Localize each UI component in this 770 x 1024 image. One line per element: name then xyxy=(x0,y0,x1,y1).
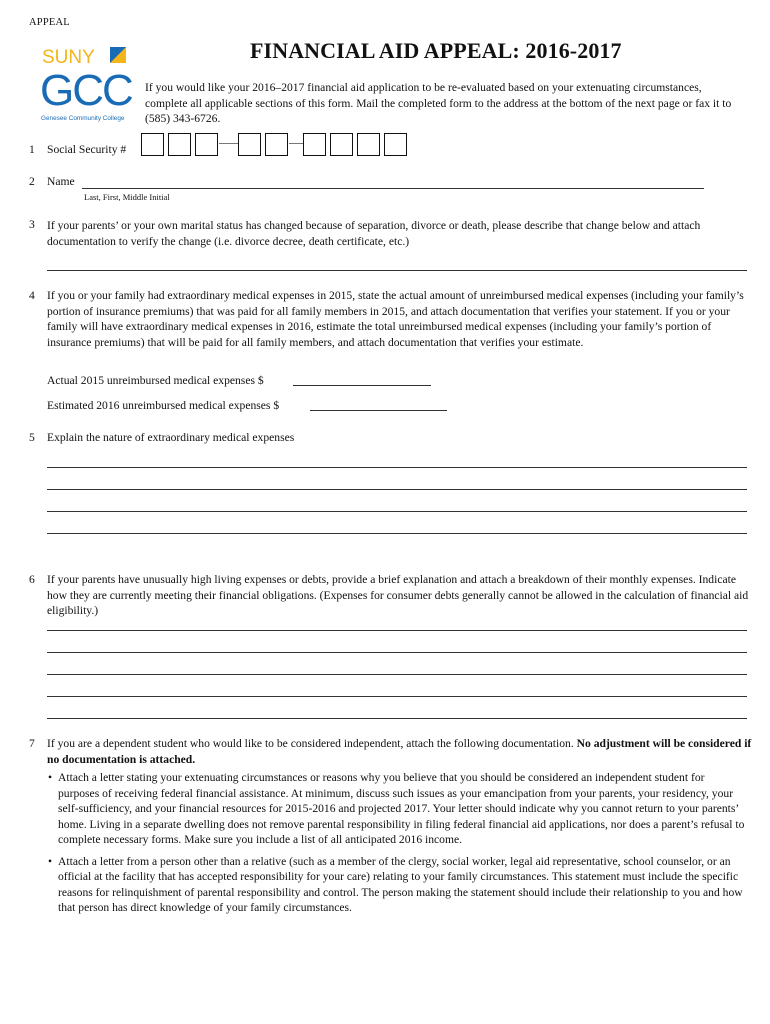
q5-answer-line[interactable] xyxy=(47,467,747,468)
ssn-digit-box[interactable] xyxy=(265,133,288,156)
bullet-marker: • xyxy=(48,771,53,784)
logo-gcc-text: GCC xyxy=(40,66,132,115)
q5-answer-line[interactable] xyxy=(47,511,747,512)
q6-answer-line[interactable] xyxy=(47,696,747,697)
bullet-marker: • xyxy=(48,854,53,868)
logo-suny-text: SUNY xyxy=(42,47,95,68)
q5-number: 5 xyxy=(29,431,35,444)
form-title: FINANCIAL AID APPEAL: 2016-2017 xyxy=(250,38,622,63)
logo-graphic xyxy=(40,45,132,125)
ssn-digit-box[interactable] xyxy=(168,133,191,156)
q6-answer-line[interactable] xyxy=(47,652,747,653)
name-label: Name xyxy=(47,175,75,188)
ssn-digit-box[interactable] xyxy=(238,133,261,156)
q7-bullet-list xyxy=(48,770,748,922)
name-input-line[interactable] xyxy=(82,188,704,189)
ssn-digit-box[interactable] xyxy=(195,133,218,156)
ssn-digit-box[interactable] xyxy=(330,133,353,156)
q7-bullet-text: Attach a letter from a person other than a relative (such as a member of the clergy, social worker, legal aid representative, school counselor, or an official at the facility that has accepted responsibility for your care) relating to your family circumstances. This statement must include the specific reasons for relinquishment of parental responsibility and control. The person making the statement should include their relationship to you and how that person has direct knowledge of your family circumstances. xyxy=(58,854,743,914)
q7-bullet-item xyxy=(48,854,748,916)
q5-answer-line[interactable] xyxy=(47,533,747,534)
q7-bold-warning: No adjustment will be considered if no documentation is attached. xyxy=(47,737,752,766)
q6-answer-line[interactable] xyxy=(47,630,747,631)
ssn-separator xyxy=(219,143,239,144)
q2-number: 2 xyxy=(29,175,35,188)
ssn-digit-box[interactable] xyxy=(141,133,164,156)
q7-number: 7 xyxy=(29,737,35,750)
estimated-expenses-input[interactable] xyxy=(310,410,447,411)
ssn-digit-box[interactable] xyxy=(357,133,380,156)
q6-answer-line[interactable] xyxy=(47,674,747,675)
logo-subtitle-text: Genesee Community College xyxy=(41,115,125,122)
q7-text-block xyxy=(47,736,752,767)
ssn-label: Social Security # xyxy=(47,143,127,156)
q4-number: 4 xyxy=(29,289,35,302)
actual-expenses-label: Actual 2015 unreimbursed medical expenses $ xyxy=(47,374,264,387)
actual-expenses-input[interactable] xyxy=(293,385,431,386)
ssn-digit-box[interactable] xyxy=(384,133,407,156)
name-sublabel: Last, First, Middle Initial xyxy=(84,192,170,202)
estimated-expenses-label: Estimated 2016 unreimbursed medical expenses $ xyxy=(47,399,280,412)
q1-number: 1 xyxy=(29,143,35,156)
college-logo xyxy=(40,45,132,125)
ssn-digit-box[interactable] xyxy=(303,133,326,156)
q3-text: If your parents’ or your own marital status has changed because of separation, divorce or death, please describe that change below and attach documentation to verify the change (i.e. divorce decree, death certificate, etc.) xyxy=(47,219,701,248)
q6-number: 6 xyxy=(29,573,35,586)
q3-answer-line[interactable] xyxy=(47,270,747,271)
q7-bullet-text: Attach a letter stating your extenuating circumstances or reasons why you believe that you should be considered an independent student for purposes of receiving federal financial assistance. At minimum, discuss such issues as your emancipation from your parents, your residency, your self-sufficiency, and your financial resources for 2015-2016 and projected 2017. Your letter should indicate why you cannot return to your parents’ home. Living in a separate dwelling does not remove parental responsibility in filing federal financial aid applications, nor does a parent’s refusal to complete necessary forms. Make sure you include a list of all anticipated 2016 income. xyxy=(58,771,745,846)
q6-answer-line[interactable] xyxy=(47,718,747,719)
q4-text: If you or your family had extraordinary medical expenses in 2015, state the actual amount of unreimbursed medical expenses (including your family’s portion of insurance premiums) that was paid for all family members in 2015, and attach documentation that verifies your statement. If you or your family will have extraordinary medical expenses in 2016, estimate the total unreimbursed medical expenses (including your family’s portion of insurance premiums) that will be paid for all family members, and attach documentation that verifies your estimate. xyxy=(47,289,744,349)
q5-answer-line[interactable] xyxy=(47,489,747,490)
q5-text: Explain the nature of extraordinary medical expenses xyxy=(47,431,295,444)
page-header-label: APPEAL xyxy=(29,17,70,28)
form-intro: If you would like your 2016–2017 financial aid application to be re-evaluated based on your extenuating circumstances, complete all applicable sections of this form. Mail the completed form to the address at the bottom of the next page or fax it to (585) 343-6726. xyxy=(145,81,732,125)
q7-text: If you are a dependent student who would like to be considered independent, attach the following documentation. xyxy=(47,737,574,750)
q7-bullet-item xyxy=(48,770,748,848)
q6-text: If your parents have unusually high living expenses or debts, provide a brief explanation and attach a breakdown of their monthly expenses. Indicate how they are currently meeting their financial obligations. (Expenses for consumer debts generally cannot be allowed in the calculation of financial aid eligibility.) xyxy=(47,573,749,617)
q3-number: 3 xyxy=(29,218,35,231)
